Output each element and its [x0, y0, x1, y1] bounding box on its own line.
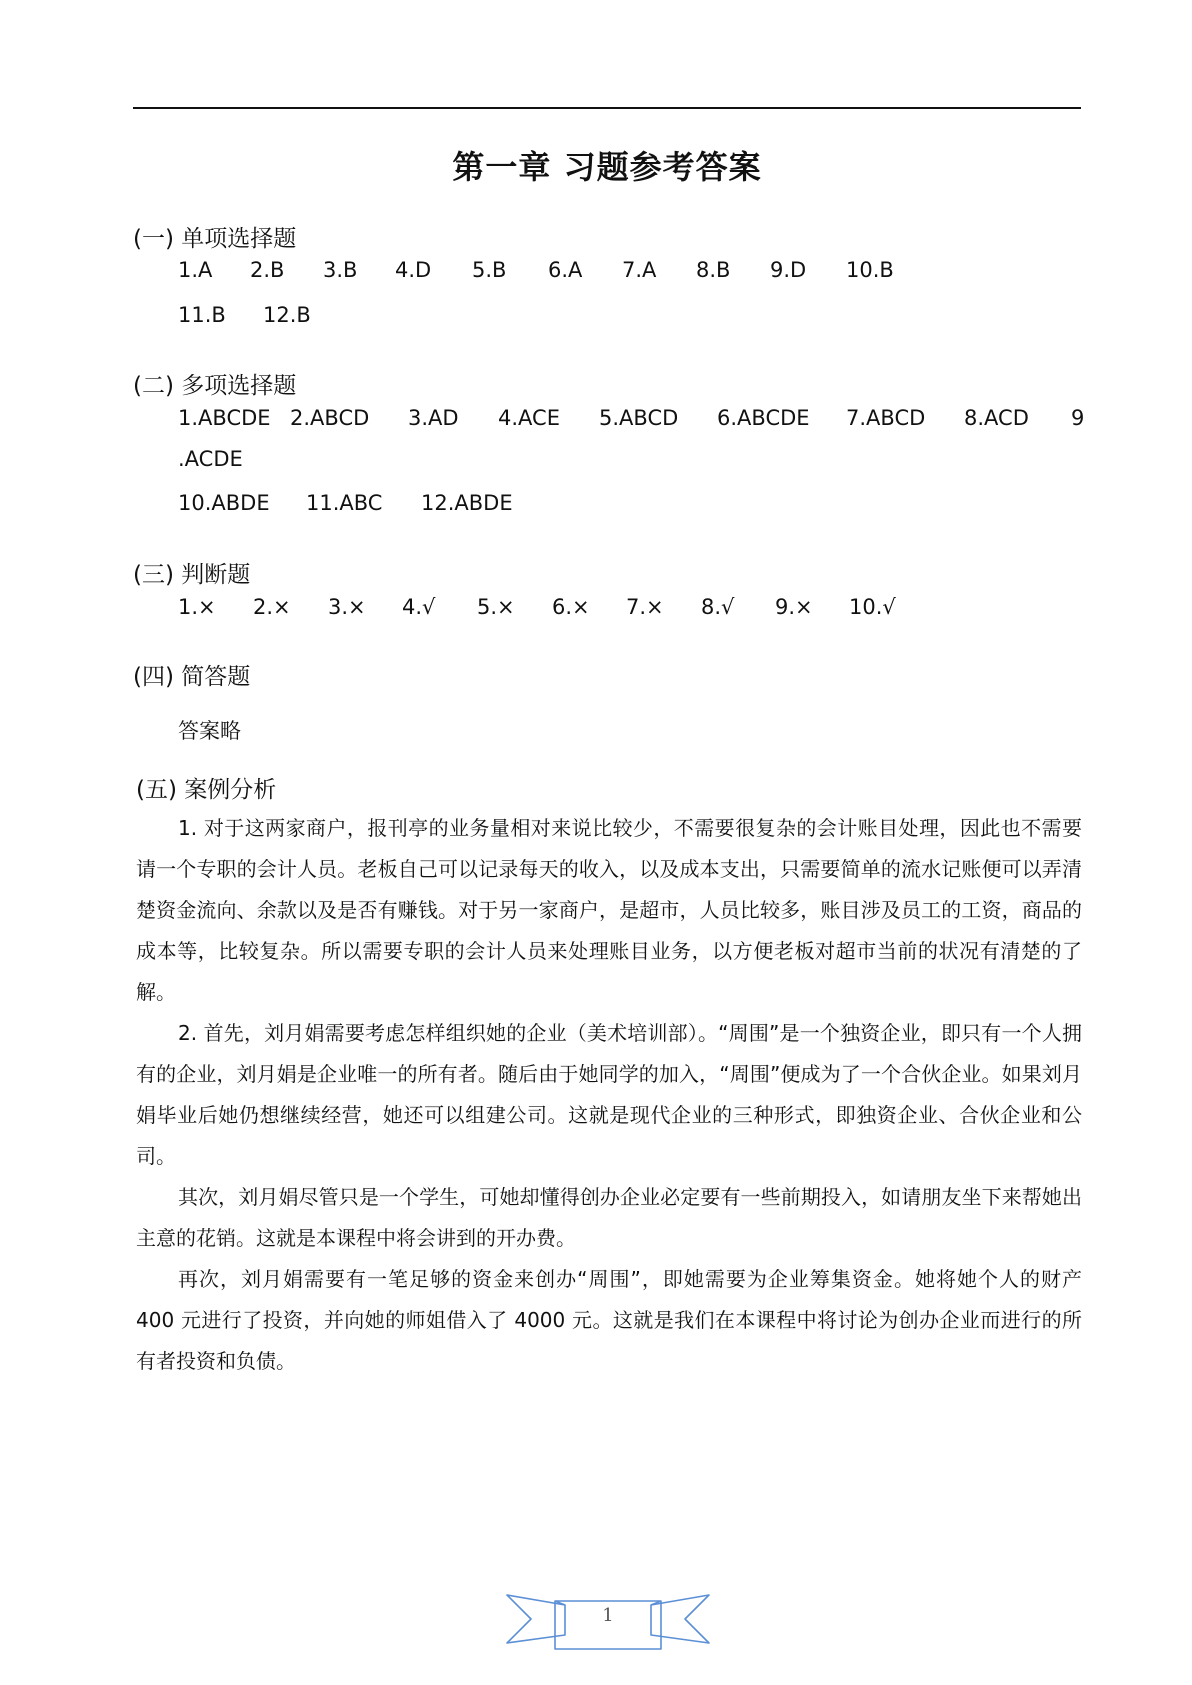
answer-item: 12.ABDE [421, 491, 513, 515]
answer-item: 11.ABC [306, 491, 383, 515]
section-heading-true-false: (三) 判断题 [133, 562, 251, 588]
page-number: 1 [602, 1605, 614, 1626]
answer-item: 12.B [263, 303, 311, 327]
answer-item: 3.AD [408, 406, 459, 430]
answer-item: 1.× [178, 595, 216, 619]
answer-item: 6.A [548, 258, 583, 282]
answer-item: 2.ABCD [290, 406, 370, 430]
answer-item: .ACDE [178, 447, 243, 471]
answer-item: 9 [1071, 406, 1085, 430]
answer-item: 10.B [846, 258, 894, 282]
answer-item: 1.ABCDE [178, 406, 271, 430]
page-footer [505, 1583, 711, 1655]
answer-item: 4.D [395, 258, 432, 282]
answer-item: 8.B [696, 258, 731, 282]
answer-item: 4.√ [402, 595, 436, 619]
section-heading-short-answer: (四) 简答题 [133, 664, 251, 690]
answer-item: 9.D [770, 258, 807, 282]
answer-item: 6.× [552, 595, 590, 619]
answer-item: 2.× [253, 595, 291, 619]
section-heading-single-choice: (一) 单项选择题 [133, 226, 297, 252]
answer-item: 6.ABCDE [717, 406, 810, 430]
answer-item: 答案略 [178, 719, 241, 743]
answer-item: 11.B [178, 303, 226, 327]
answer-item: 1.A [178, 258, 213, 282]
answer-item: 8.√ [701, 595, 735, 619]
answer-item: 3.× [328, 595, 366, 619]
answer-item: 3.B [323, 258, 358, 282]
answer-item: 10.√ [849, 595, 896, 619]
answer-item: 7.A [622, 258, 657, 282]
section-heading-multiple-choice: (二) 多项选择题 [133, 373, 297, 399]
answer-item: 5.ABCD [599, 406, 679, 430]
answer-item: 5.× [477, 595, 515, 619]
answer-item: 9.× [775, 595, 813, 619]
case-paragraph: 再次，刘月娟需要有一笔足够的资金来创办“周围”，即她需要为企业筹集资金。她将她个人的财产 400 元进行了投资，并向她的师姐借入了 4000 元。这就是我们在本课程中将讨论为创办企业而进行的所有者投资和负债。 [136, 1267, 1082, 1373]
answer-item: 10.ABDE [178, 491, 270, 515]
answer-item: 2.B [250, 258, 285, 282]
case-analysis-body [136, 808, 1082, 1382]
section-heading-case-analysis: (五) 案例分析 [136, 777, 277, 803]
answer-item: 4.ACE [498, 406, 560, 430]
answer-item: 7.ABCD [846, 406, 926, 430]
case-paragraph: 2. 首先，刘月娟需要考虑怎样组织她的企业（美术培训部）。“周围”是一个独资企业，即只有一个人拥有的企业，刘月娟是企业唯一的所有者。随后由于她同学的加入，“周围”便成为了一个合伙企业。如果刘月娟毕业后她仍想继续经营，她还可以组建公司。这就是现代企业的三种形式，即独资企业、合伙企业和公司。 [136, 1021, 1082, 1168]
header-rule [133, 107, 1081, 109]
page-title: 第一章 习题参考答案 [452, 148, 762, 186]
answer-item: 7.× [626, 595, 664, 619]
case-paragraph: 其次，刘月娟尽管只是一个学生，可她却懂得创办企业必定要有一些前期投入，如请朋友坐下来帮她出主意的花销。这就是本课程中将会讲到的开办费。 [136, 1185, 1082, 1250]
answer-item: 5.B [472, 258, 507, 282]
answer-item: 8.ACD [964, 406, 1029, 430]
case-paragraph: 1. 对于这两家商户，报刊亭的业务量相对来说比较少，不需要很复杂的会计账目处理，因此也不需要请一个专职的会计人员。老板自己可以记录每天的收入，以及成本支出，只需要简单的流水记账便可以弄清楚资金流向、余款以及是否有赚钱。对于另一家商户，是超市，人员比较多，账目涉及员工的工资，商品的成本等，比较复杂。所以需要专职的会计人员来处理账目业务，以方便老板对超市当前的状况有清楚的了解。 [136, 816, 1082, 1004]
